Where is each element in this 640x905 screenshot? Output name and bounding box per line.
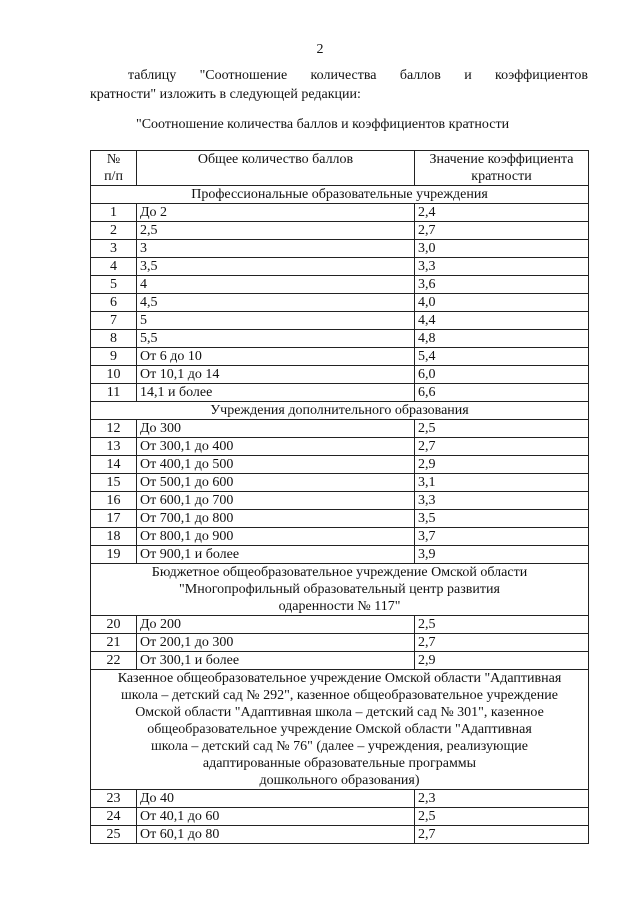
table-row: [91, 204, 589, 222]
row-coefficient: 2,7: [415, 634, 589, 652]
row-points: От 40,1 до 60: [137, 808, 415, 826]
table-row: [91, 474, 589, 492]
row-number: 7: [91, 312, 137, 330]
section-title: [91, 402, 589, 420]
row-number: 23: [91, 790, 137, 808]
row-coefficient: 6,6: [415, 384, 589, 402]
section-title: [91, 564, 589, 616]
table-row: [91, 790, 589, 808]
row-points: 2,5: [137, 222, 415, 240]
section-title-line: Профессиональные образовательные учреждения: [191, 187, 488, 202]
row-points: До 200: [137, 616, 415, 634]
row-points: От 900,1 и более: [137, 546, 415, 564]
row-coefficient: 2,5: [415, 616, 589, 634]
section-title: [91, 670, 589, 790]
row-coefficient: 3,1: [415, 474, 589, 492]
row-coefficient: 2,7: [415, 222, 589, 240]
header-points: Общее количество баллов: [137, 151, 415, 186]
table-row: [91, 240, 589, 258]
row-number: 11: [91, 384, 137, 402]
row-number: 17: [91, 510, 137, 528]
row-coefficient: 2,9: [415, 652, 589, 670]
intro-line-1: [90, 66, 588, 85]
row-coefficient: 3,3: [415, 258, 589, 276]
table-row: [91, 222, 589, 240]
intro-word: коэффициентов: [495, 68, 588, 83]
row-points: От 500,1 до 600: [137, 474, 415, 492]
table-row: [91, 258, 589, 276]
row-number: 12: [91, 420, 137, 438]
row-coefficient: 4,4: [415, 312, 589, 330]
table-row: [91, 492, 589, 510]
row-coefficient: 2,9: [415, 456, 589, 474]
section-title-line: школа – детский сад № 292", казенное общеобразовательное учреждение: [121, 688, 558, 703]
table-row: [91, 528, 589, 546]
row-coefficient: 2,5: [415, 420, 589, 438]
row-points: От 200,1 до 300: [137, 634, 415, 652]
row-number: 22: [91, 652, 137, 670]
row-coefficient: 2,4: [415, 204, 589, 222]
section-title-line: адаптированные образовательные программы: [202, 756, 477, 771]
row-number: 6: [91, 294, 137, 312]
row-coefficient: 3,7: [415, 528, 589, 546]
table-row: [91, 366, 589, 384]
section-title-line: Учреждения дополнительного образования: [210, 403, 469, 418]
table-body: [91, 186, 589, 844]
row-number: 2: [91, 222, 137, 240]
row-number: 15: [91, 474, 137, 492]
table-row: [91, 826, 589, 844]
intro-word: и: [464, 68, 472, 83]
row-coefficient: 4,8: [415, 330, 589, 348]
row-points: От 60,1 до 80: [137, 826, 415, 844]
row-number: 20: [91, 616, 137, 634]
row-number: 18: [91, 528, 137, 546]
row-points: 3,5: [137, 258, 415, 276]
intro-word: баллов: [399, 68, 441, 83]
table-row: [91, 616, 589, 634]
row-coefficient: 2,5: [415, 808, 589, 826]
intro-line-2: кратности" изложить в следующей редакции:: [90, 87, 361, 102]
header-number-line2: п/п: [104, 169, 123, 184]
row-points: От 300,1 до 400: [137, 438, 415, 456]
section-title-line: школа – детский сад № 76" (далее – учреждения, реализующие: [151, 739, 528, 754]
row-points: От 400,1 до 500: [137, 456, 415, 474]
row-number: 25: [91, 826, 137, 844]
section-title: [91, 186, 589, 204]
table-title: "Соотношение количества баллов и коэффициентов кратности: [136, 117, 510, 132]
intro-paragraph: [90, 66, 588, 104]
row-number: 10: [91, 366, 137, 384]
table-row: [91, 808, 589, 826]
table-row: [91, 438, 589, 456]
row-points: 4,5: [137, 294, 415, 312]
row-points: От 800,1 до 900: [137, 528, 415, 546]
row-points: 3: [137, 240, 415, 258]
row-points: От 600,1 до 700: [137, 492, 415, 510]
section-header-row: [91, 186, 589, 204]
row-number: 3: [91, 240, 137, 258]
row-number: 4: [91, 258, 137, 276]
row-number: 24: [91, 808, 137, 826]
section-title-line: дошкольного образования): [259, 773, 420, 788]
row-number: 13: [91, 438, 137, 456]
header-coef-line1: Значение коэффициента: [429, 152, 574, 167]
table-row: [91, 348, 589, 366]
row-coefficient: 3,3: [415, 492, 589, 510]
section-header-row: [91, 402, 589, 420]
table-row: [91, 384, 589, 402]
row-points: 5: [137, 312, 415, 330]
row-number: 21: [91, 634, 137, 652]
row-points: От 10,1 до 14: [137, 366, 415, 384]
table-row: [91, 420, 589, 438]
ratio-table: [90, 150, 589, 844]
row-coefficient: 3,5: [415, 510, 589, 528]
section-header-row: [91, 564, 589, 616]
header-coefficient: [415, 151, 589, 186]
row-coefficient: 3,6: [415, 276, 589, 294]
row-points: 5,5: [137, 330, 415, 348]
row-number: 19: [91, 546, 137, 564]
section-title-line: "Многопрофильный образовательный центр развития: [179, 582, 500, 597]
section-header-row: [91, 670, 589, 790]
table-row: [91, 276, 589, 294]
header-number: [91, 151, 137, 186]
row-coefficient: 2,7: [415, 826, 589, 844]
section-title-line: Омской области "Адаптивная школа – детский сад № 301", казенное: [135, 705, 544, 720]
table-row: [91, 652, 589, 670]
row-points: 4: [137, 276, 415, 294]
header-number-line1: №: [106, 152, 121, 167]
intro-word: количества: [310, 68, 377, 83]
intro-word: "Соотношение: [199, 68, 288, 83]
row-number: 9: [91, 348, 137, 366]
row-points: До 2: [137, 204, 415, 222]
table-row: [91, 312, 589, 330]
table-row: [91, 546, 589, 564]
row-number: 16: [91, 492, 137, 510]
row-number: 8: [91, 330, 137, 348]
row-coefficient: 6,0: [415, 366, 589, 384]
section-title-line: Казенное общеобразовательное учреждение Омской области "Адаптивная: [117, 671, 562, 686]
table-row: [91, 510, 589, 528]
page-number: 2: [316, 42, 324, 57]
row-points: До 300: [137, 420, 415, 438]
table-row: [91, 634, 589, 652]
table-row: [91, 330, 589, 348]
row-points: От 6 до 10: [137, 348, 415, 366]
section-title-line: одаренности № 117": [278, 599, 401, 614]
table-header-row: [91, 151, 589, 186]
row-coefficient: 4,0: [415, 294, 589, 312]
row-points: 14,1 и более: [137, 384, 415, 402]
row-points: От 700,1 до 800: [137, 510, 415, 528]
row-coefficient: 3,0: [415, 240, 589, 258]
section-title-line: Бюджетное общеобразовательное учреждение Омской области: [151, 565, 528, 580]
table-row: [91, 294, 589, 312]
row-coefficient: 5,4: [415, 348, 589, 366]
row-number: 1: [91, 204, 137, 222]
row-number: 5: [91, 276, 137, 294]
section-title-line: общеобразовательное учреждение Омской области "Адаптивная: [147, 722, 532, 737]
row-points: До 40: [137, 790, 415, 808]
row-coefficient: 2,3: [415, 790, 589, 808]
intro-word: таблицу: [128, 68, 177, 83]
row-points: От 300,1 и более: [137, 652, 415, 670]
header-coef-line2: кратности: [471, 169, 532, 184]
table-row: [91, 456, 589, 474]
row-coefficient: 3,9: [415, 546, 589, 564]
row-number: 14: [91, 456, 137, 474]
row-coefficient: 2,7: [415, 438, 589, 456]
